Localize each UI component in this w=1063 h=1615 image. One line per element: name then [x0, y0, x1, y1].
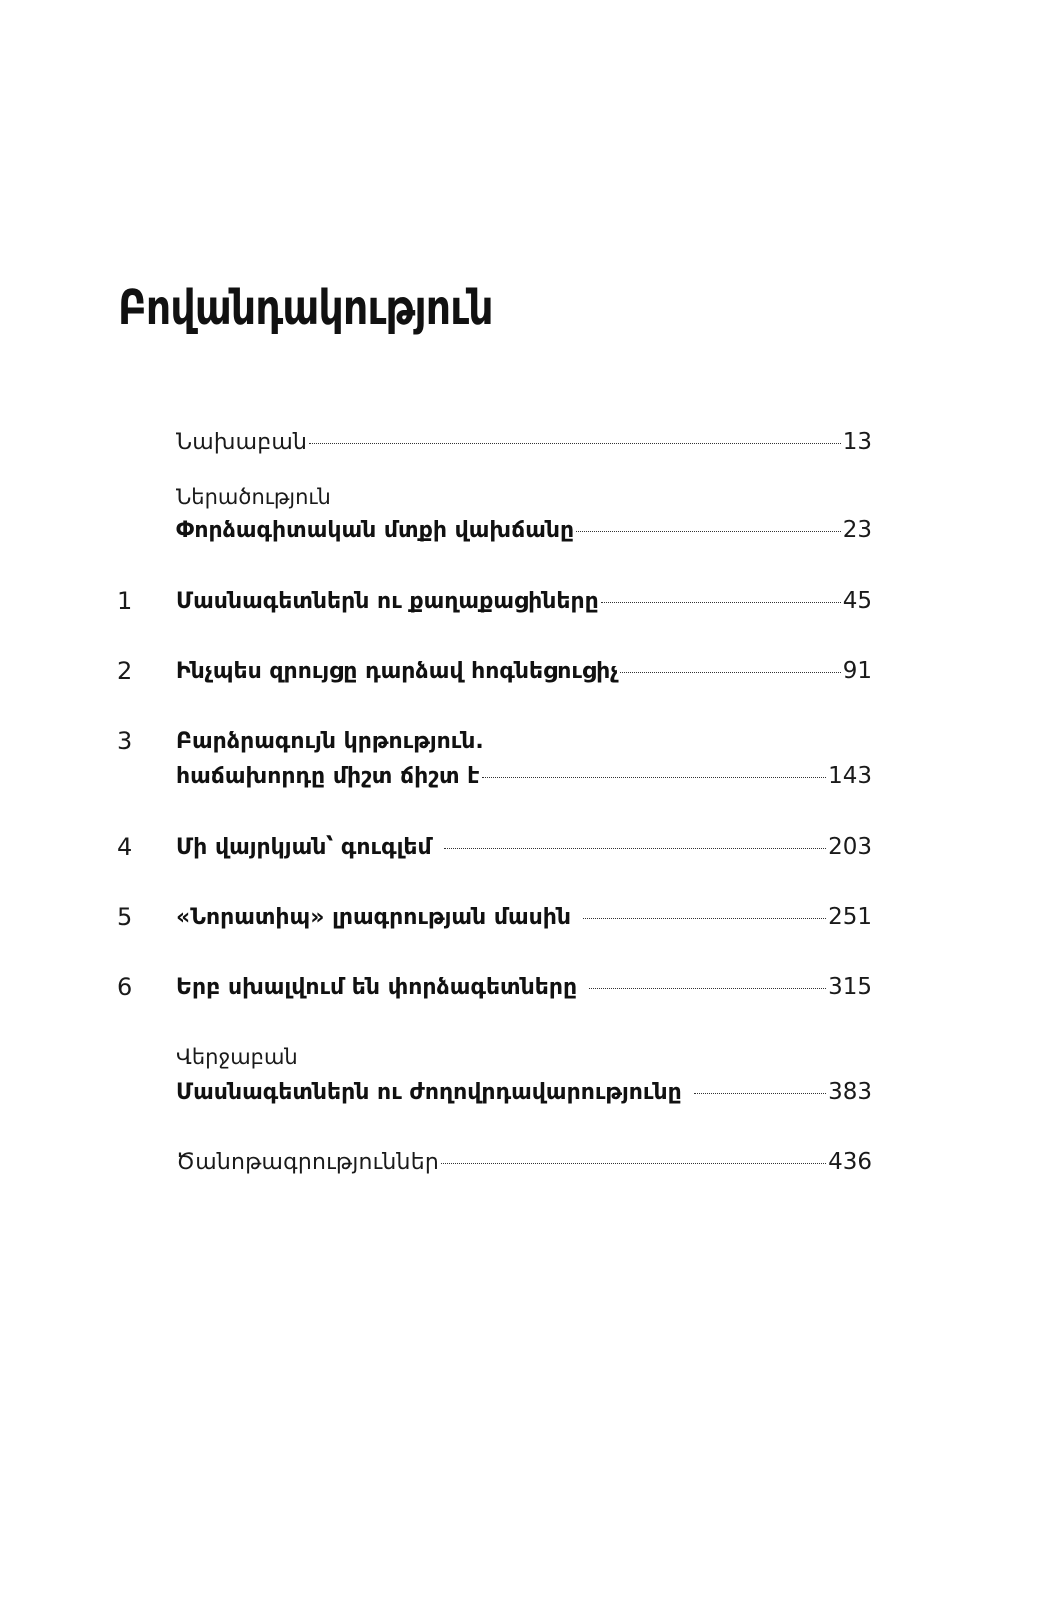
toc-entry-title: «Նորատիպ» լրագրության մասին [176, 905, 572, 930]
dot-leader [620, 672, 840, 673]
toc-page-number: 383 [828, 1079, 872, 1105]
dot-leader [482, 777, 827, 778]
dot-leader [601, 602, 841, 603]
chapter-number: 6 [117, 973, 133, 1001]
toc-page-number: 91 [842, 658, 872, 684]
toc-line [176, 654, 872, 689]
dot-leader [576, 531, 841, 532]
toc-entry-title: Մասնագետներն ու քաղաքացիները [176, 589, 599, 614]
toc-line [176, 900, 872, 935]
chapter-number: 1 [117, 587, 133, 615]
toc-entry-title: Ծանոթագրություններ [176, 1150, 439, 1175]
chapter-number: 5 [117, 903, 133, 931]
toc-entry-title: Նախաբան [176, 430, 308, 455]
dot-leader [441, 1163, 826, 1164]
toc-entry-title: Մի վայրկյան՝ գուգլեմ [176, 835, 432, 860]
toc-entry-title: հաճախորդը միշտ ճիշտ է [176, 764, 480, 789]
chapter-number: 3 [117, 727, 133, 755]
toc-entry-title: Մասնագետներն ու ժողովրդավարությունը [176, 1080, 682, 1105]
toc-line [176, 584, 872, 619]
chapter-number: 4 [117, 833, 133, 861]
toc-line [176, 1075, 872, 1110]
toc-line [176, 830, 872, 865]
toc-line [176, 1145, 872, 1180]
dot-leader [694, 1093, 826, 1094]
toc-entry-title: Ինչպես զրույցը դարձավ հոգնեցուցիչ [176, 659, 619, 684]
toc-page-number: 315 [828, 974, 872, 1000]
toc-page-number: 45 [842, 588, 872, 614]
chapter-number: 2 [117, 657, 133, 685]
toc-line [176, 513, 872, 548]
toc-section-label: Ներածություն [176, 485, 331, 509]
dot-leader [583, 918, 826, 919]
toc-page-number: 436 [828, 1149, 872, 1175]
toc-page-number: 23 [842, 517, 872, 543]
toc-entry-title: Երբ սխալվում են փորձագետները [176, 975, 578, 1000]
dot-leader [309, 443, 841, 444]
toc-page-number: 143 [828, 763, 872, 789]
toc-entry-title-line-1: Բարձրագույն կրթություն. [176, 729, 484, 754]
toc-entry-title: Փորձագիտական մտքի վախճանը [176, 518, 575, 543]
dot-leader [444, 848, 826, 849]
toc-line [176, 425, 872, 460]
toc-page-number: 251 [828, 904, 872, 930]
page-title: Բովանդակություն [118, 280, 493, 336]
toc-section-label: Վերջաբան [176, 1045, 298, 1069]
toc-line [176, 970, 872, 1005]
toc-page-number: 203 [828, 834, 872, 860]
toc-page-number: 13 [842, 429, 872, 455]
toc-line [176, 759, 872, 794]
dot-leader [589, 988, 826, 989]
